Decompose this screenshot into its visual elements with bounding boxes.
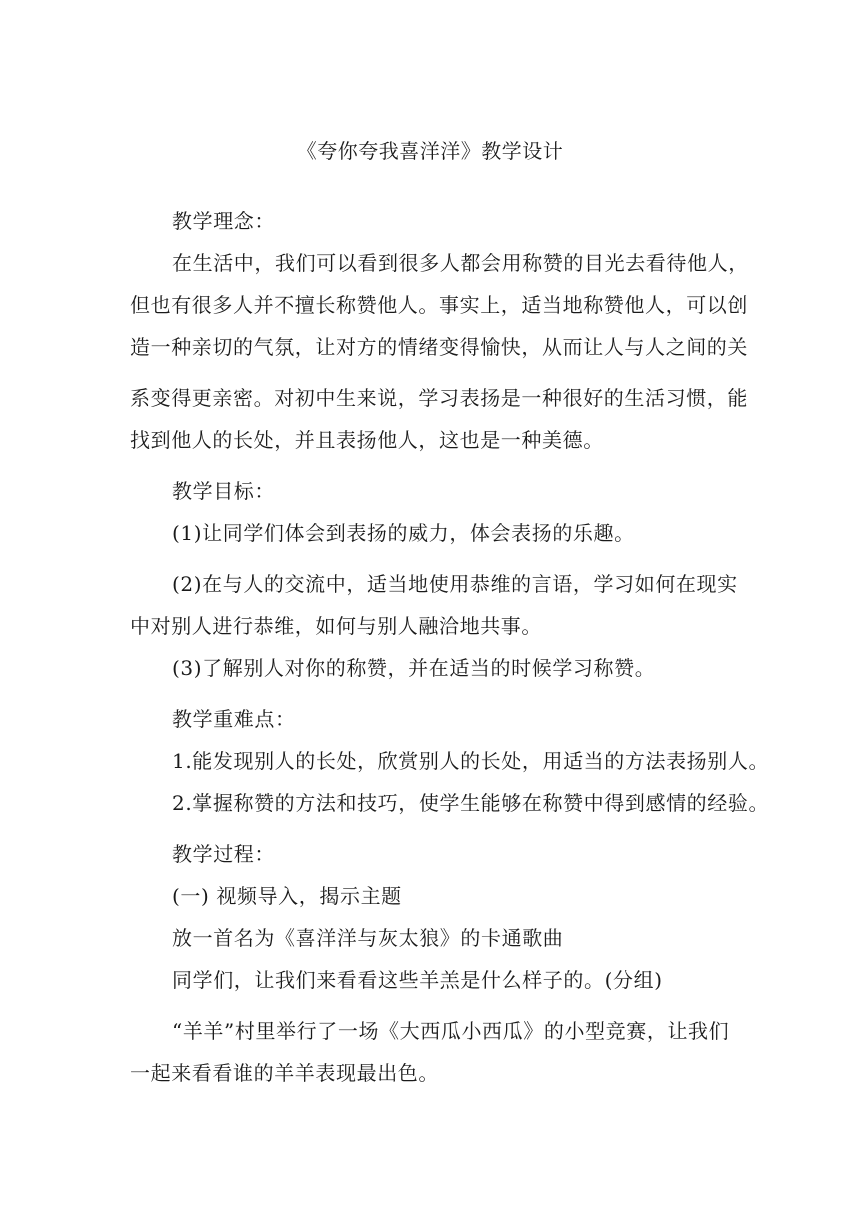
heading-teaching-process: 教学过程： — [172, 842, 275, 866]
heading-teaching-goals: 教学目标： — [172, 479, 275, 503]
goal-item: (2)在与人的交流中，适当地使用恭维的言语，学习如何在现实 — [172, 572, 738, 596]
process-line: “羊羊”村里举行了一场《大西瓜小西瓜》的小型竞赛，让我们 — [172, 1019, 730, 1043]
process-line: 放一首名为《喜洋洋与灰太狼》的卡通歌曲 — [172, 926, 564, 950]
paragraph-line: 在生活中，我们可以看到很多人都会用称赞的目光去看待他人， — [172, 251, 749, 275]
paragraph-line: 但也有很多人并不擅长称赞他人。事实上，适当地称赞他人，可以创 — [130, 293, 748, 317]
heading-key-points: 教学重难点： — [172, 707, 296, 731]
process-line: 同学们，让我们来看看这些羊羔是什么样子的。(分组) — [172, 968, 663, 992]
process-step-heading: (一) 视频导入，揭示主题 — [172, 884, 402, 908]
heading-teaching-concept: 教学理念： — [172, 209, 275, 233]
paragraph-line: 系变得更亲密。对初中生来说，学习表扬是一种很好的生活习惯，能 — [130, 386, 748, 410]
key-point-item: 1.能发现别人的长处，欣赏别人的长处，用适当的方法表扬别人。 — [172, 749, 770, 773]
goal-item: (1)让同学们体会到表扬的威力，体会表扬的乐趣。 — [172, 521, 635, 545]
paragraph-line: 找到他人的长处，并且表扬他人，这也是一种美德。 — [130, 428, 604, 452]
document-title: 《夸你夸我喜洋洋》教学设计 — [296, 139, 564, 163]
process-line: 一起来看看谁的羊羊表现最出色。 — [130, 1061, 439, 1085]
goal-item: (3)了解别人对你的称赞，并在适当的时候学习称赞。 — [172, 656, 656, 680]
goal-item-continued: 中对别人进行恭维，如何与别人融洽地共事。 — [130, 614, 542, 638]
paragraph-line: 造一种亲切的气氛，让对方的情绪变得愉快，从而让人与人之间的关 — [130, 335, 748, 359]
key-point-item: 2.掌握称赞的方法和技巧，使学生能够在称赞中得到感情的经验。 — [172, 791, 770, 815]
